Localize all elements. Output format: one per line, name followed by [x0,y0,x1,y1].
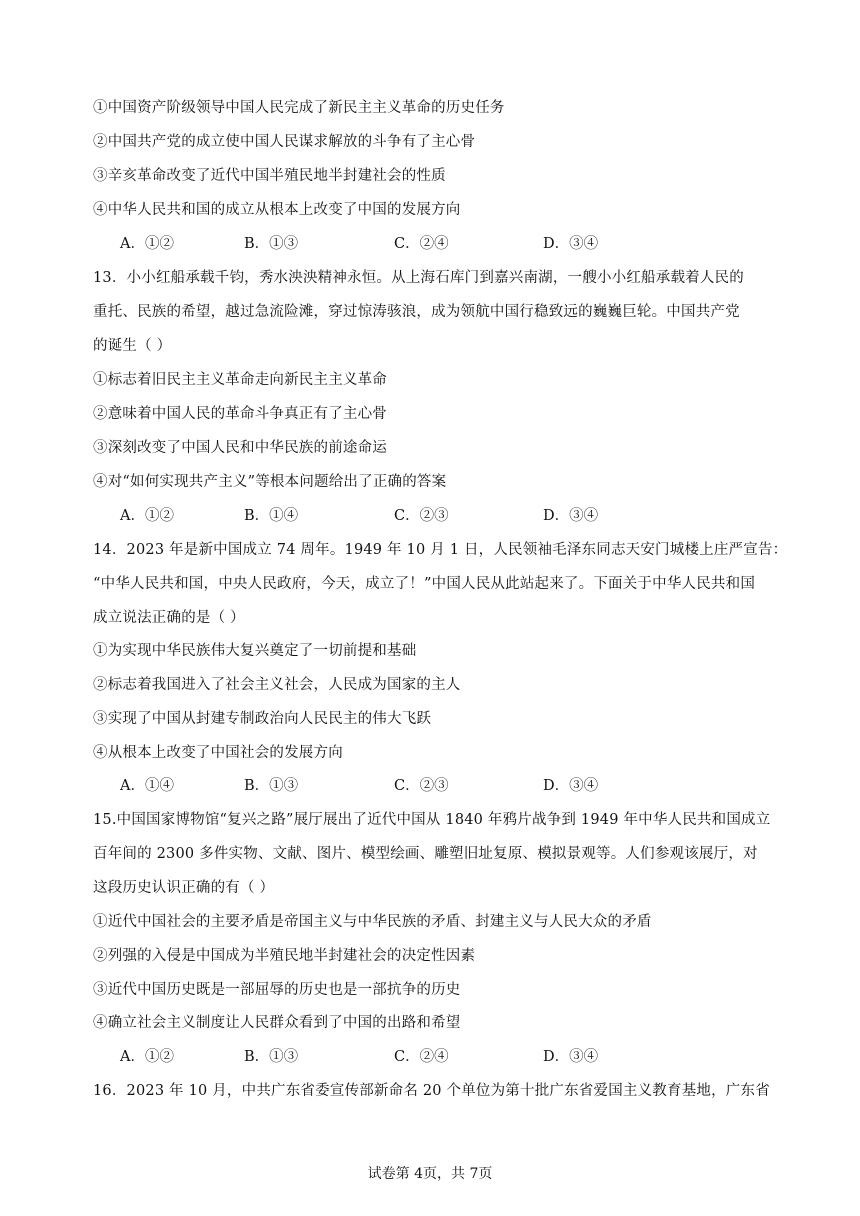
statement: ②列强的入侵是中国成为半殖民地半封建社会的决定性因素 [93,948,476,964]
question-15-stem: 15.中国国家博物馆“复兴之路”展厅展出了近代中国从 1840 年鸦片战争到 1949 年中华人民共和国成立 [93,812,771,828]
option-d: D．③④ [543,508,599,524]
question-13-stem: 重托、民族的希望，越过急流险滩，穿过惊涛骇浪，成为领航中国行稳致远的巍巍巨轮。中国共产党 [93,304,740,320]
option-d: D．③④ [543,778,599,794]
statement: ①为实现中华民族伟大复兴奠定了一切前提和基础 [93,643,417,659]
statement: ②意味着中国人民的革命斗争真正有了主心骨 [93,406,387,422]
option-c: C．②④ [394,1049,449,1065]
statement: ③深刻改变了中国人民和中华民族的前途命运 [93,440,387,456]
option-a: A．①④ [120,778,174,794]
option-a: A．①② [120,236,174,252]
question-13-stem: 的诞生（ ） [93,338,172,354]
statement: ③辛亥革命改变了近代中国半殖民地半封建社会的性质 [93,168,446,184]
option-c: C．②③ [394,778,449,794]
question-15-stem: 百年间的 2300 多件实物、文献、图片、模型绘画、雕塑旧址复原、模拟景观等。人们参观该展厅，对 [93,846,758,862]
option-b: B．①③ [244,1049,299,1065]
option-d: D．③④ [543,1049,599,1065]
statement: ②标志着我国进入了社会主义社会，人民成为国家的主人 [93,677,461,693]
page-footer: 试卷第 4页，共 7页 [367,1166,493,1182]
statement: ③近代中国历史既是一部屈辱的历史也是一部抗争的历史 [93,982,461,998]
statement: ③实现了中国从封建专制政治向人民民主的伟大飞跃 [93,711,432,727]
option-a: A．①② [120,508,174,524]
statement: ④中华人民共和国的成立从根本上改变了中国的发展方向 [93,202,461,218]
statement: ①近代中国社会的主要矛盾是帝国主义与中华民族的矛盾、封建主义与人民大众的矛盾 [93,914,652,930]
statement: ④从根本上改变了中国社会的发展方向 [93,745,343,761]
question-14-stem: 成立说法正确的是（ ） [93,610,245,626]
statement: ②中国共产党的成立使中国人民谋求解放的斗争有了主心骨 [93,134,476,150]
question-14-stem: “中华人民共和国，中央人民政府，今天，成立了！”中国人民从此站起来了。下面关于中华人民共和国 [93,576,756,592]
question-16-stem: 16．2023 年 10 月，中共广东省委宣传部新命名 20 个单位为第十批广东省爱国主义教育基地，广东省 [93,1083,770,1099]
question-15-stem: 这段历史认识正确的有（ ） [93,880,275,896]
statement: ①标志着旧民主主义革命走向新民主主义革命 [93,372,387,388]
option-b: B．①③ [244,236,299,252]
option-a: A．①② [120,1049,174,1065]
statement: ①中国资产阶级领导中国人民完成了新民主主义革命的历史任务 [93,100,505,116]
option-d: D．③④ [543,236,599,252]
option-b: B．①④ [244,508,299,524]
statement: ④对“如何实现共产主义”等根本问题给出了正确的答案 [93,474,447,490]
statement: ④确立社会主义制度让人民群众看到了中国的出路和希望 [93,1015,461,1031]
question-13-stem: 13．小小红船承载千钧，秀水泱泱精神永恒。从上海石库门到嘉兴南湖，一艘小小红船承载着人民的 [93,270,744,286]
option-c: C．②④ [394,236,449,252]
option-c: C．②③ [394,508,449,524]
option-b: B．①③ [244,778,299,794]
question-14-stem: 14．2023 年是新中国成立 74 周年。1949 年 10 月 1 日，人民领袖毛泽东同志天安门城楼上庄严宣告： [93,542,788,558]
